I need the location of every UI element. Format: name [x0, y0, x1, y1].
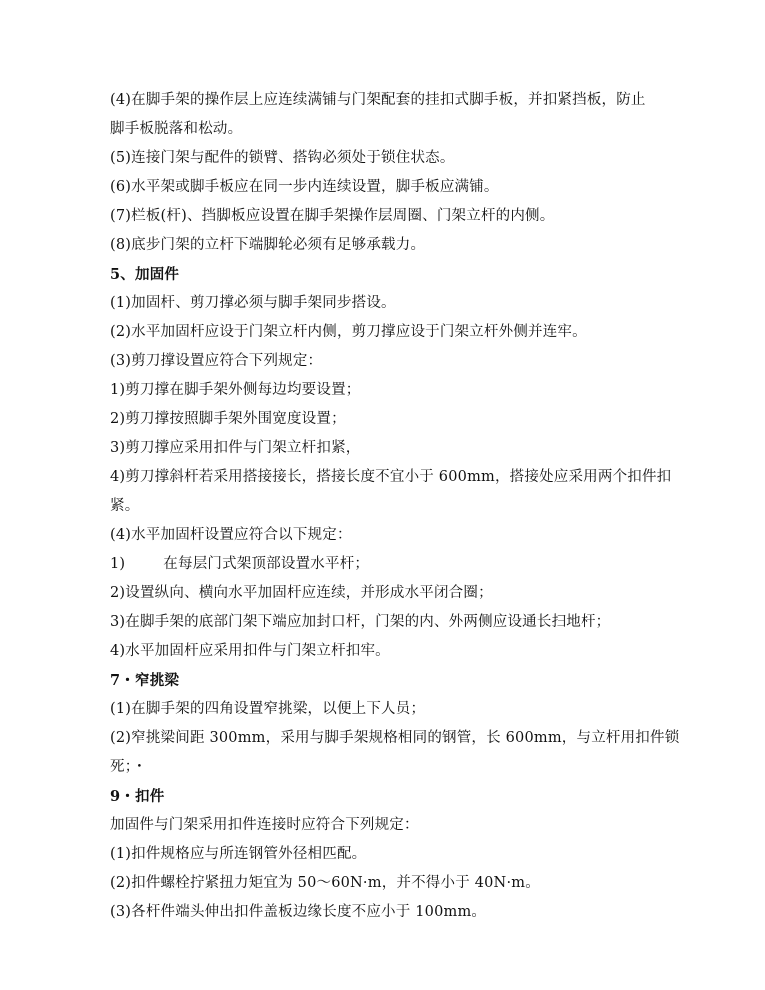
paragraph-line: 3)在脚手架的底部门架下端应加封口杆，门架的内、外两侧应设通长扫地杆； — [110, 614, 611, 630]
paragraph-line: (4)在脚手架的操作层上应连续满铺与门架配套的挂扣式脚手板，并扣紧挡板，防止 — [110, 92, 646, 108]
paragraph-line: (7)栏板(杆)、挡脚板应设置在脚手架操作层周圈、门架立杆的内侧。 — [110, 208, 555, 224]
paragraph-line: (2)扣件螺栓拧紧扭力矩宜为 50～60N·m，并不得小于 40N·m。 — [110, 875, 540, 891]
paragraph-line: (1)加固杆、剪刀撑必须与脚手架同步搭设。 — [110, 295, 396, 311]
document-page — [110, 86, 680, 927]
paragraph-line: 4)剪刀撑斜杆若采用搭接接长，搭接长度不宜小于 600mm，搭接处应采用两个扣件扣 — [110, 469, 672, 485]
paragraph-line: (3)各杆件端头伸出扣件盖板边缘长度不应小于 100mm。 — [110, 904, 487, 920]
paragraph-line: 4)水平加固杆应采用扣件与门架立杆扣牢。 — [110, 643, 390, 659]
list-marker: 1) — [110, 556, 126, 572]
paragraph-line: (8)底步门架的立杆下端脚轮必须有足够承载力。 — [110, 237, 426, 253]
section-heading: 9・扣件 — [110, 788, 165, 805]
paragraph-line: (4)水平加固杆设置应符合以下规定： — [110, 527, 352, 543]
paragraph-line: (1)扣件规格应与所连钢管外径相匹配。 — [110, 846, 367, 862]
paragraph-line: 3)剪刀撑应采用扣件与门架立杆扣紧， — [110, 440, 361, 456]
paragraph-line: (3)剪刀撑设置应符合下列规定： — [110, 353, 323, 369]
paragraph-line — [110, 550, 670, 579]
paragraph-line: (6)水平架或脚手板应在同一步内连续设置，脚手板应满铺。 — [110, 179, 499, 195]
list-text: 在每层门式架顶部设置水平杆； — [163, 556, 370, 572]
section-heading: 7・窄挑梁 — [110, 672, 180, 689]
paragraph-line: (2)水平加固杆应设于门架立杆内侧，剪刀撑应设于门架立杆外侧并连牢。 — [110, 324, 587, 340]
section-heading: 5、加固件 — [110, 266, 180, 283]
paragraph-line: 1)剪刀撑在脚手架外侧每边均要设置； — [110, 382, 361, 398]
paragraph-line: (2)窄挑梁间距 300mm，采用与脚手架规格相同的钢管，长 600mm，与立杆用扣件锁 — [110, 730, 680, 746]
paragraph-line: 加固件与门架采用扣件连接时应符合下列规定： — [110, 817, 419, 833]
paragraph-line: 2)剪刀撑按照脚手架外围宽度设置； — [110, 411, 346, 427]
paragraph-line: 脚手板脱落和松动。 — [110, 121, 243, 137]
paragraph-line: 死；・ — [110, 759, 147, 775]
paragraph-line: 2)设置纵向、横向水平加固杆应连续，并形成水平闭合圈； — [110, 585, 493, 601]
paragraph-line: 紧。 — [110, 498, 140, 514]
paragraph-line: (1)在脚手架的四角设置窄挑梁，以便上下人员； — [110, 701, 426, 717]
paragraph-line: (5)连接门架与配件的锁臂、搭钩必须处于锁住状态。 — [110, 150, 455, 166]
